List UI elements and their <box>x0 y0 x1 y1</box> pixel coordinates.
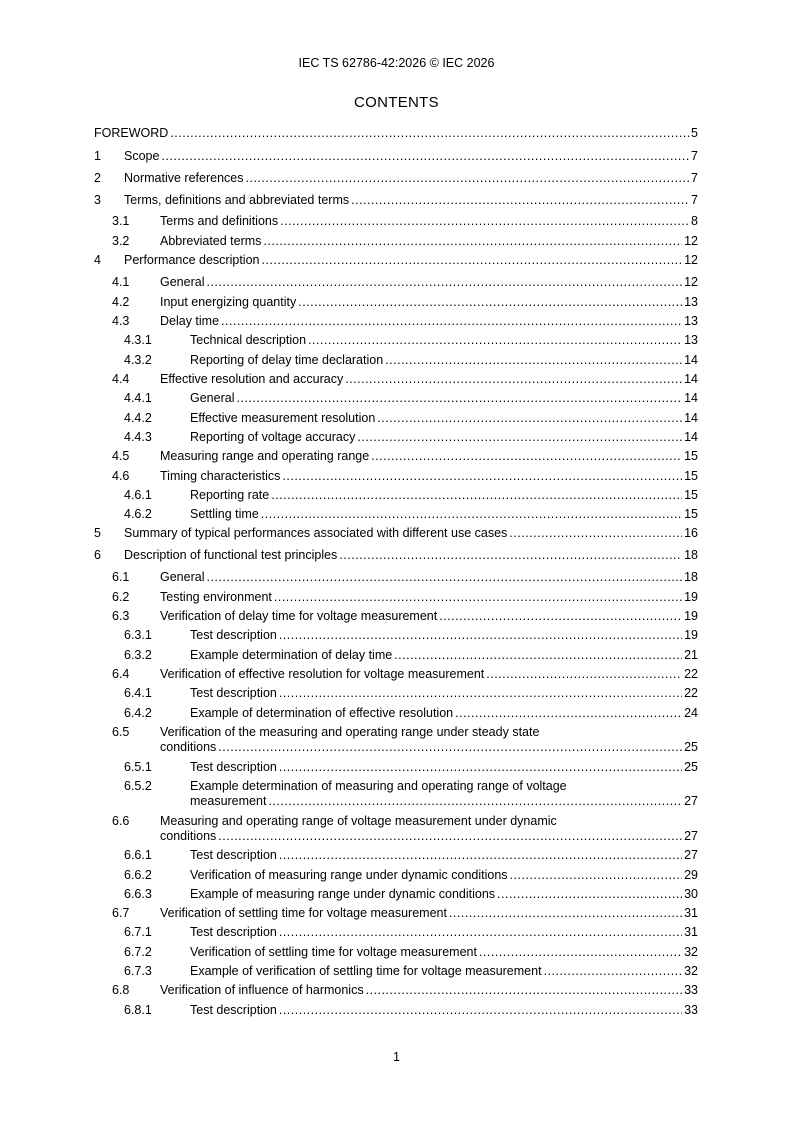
toc-dot-leader <box>279 1003 682 1018</box>
toc-entry[interactable] <box>94 814 698 844</box>
toc-dot-leader <box>339 548 682 563</box>
toc-entry-page: 31 <box>684 906 698 920</box>
toc-entry[interactable] <box>94 411 698 426</box>
toc-entry-number: 6.7.1 <box>124 925 152 939</box>
toc-entry-page: 19 <box>684 590 698 604</box>
toc-entry-page: 18 <box>684 570 698 584</box>
toc-entry-number: 4.3 <box>112 314 130 328</box>
toc-dot-leader <box>279 686 682 701</box>
toc-dot-leader <box>236 391 682 406</box>
toc-entry-title: Example determination of delay time <box>190 648 393 662</box>
toc-dot-leader <box>366 983 683 998</box>
toc-entry[interactable] <box>94 449 698 464</box>
toc-dot-leader <box>221 314 682 329</box>
toc-entry-title: Test description <box>190 686 277 700</box>
toc-entry-page: 19 <box>684 628 698 642</box>
toc-entry[interactable] <box>94 628 698 643</box>
toc-entry-number: 6.3 <box>112 609 130 623</box>
toc-entry-page: 25 <box>684 740 698 754</box>
toc-entry-title: Timing characteristics <box>160 469 281 483</box>
toc-entry-title: Test description <box>190 1003 277 1017</box>
toc-entry-page: 27 <box>684 848 698 862</box>
toc-dot-leader <box>280 214 689 229</box>
toc-entry-page: 19 <box>684 609 698 623</box>
toc-entry-title: Example of verification of settling time for voltage measurement <box>190 964 542 978</box>
toc-entry-title: Measuring range and operating range <box>160 449 370 463</box>
toc-entry-title: General <box>160 570 205 584</box>
toc-entry[interactable] <box>94 667 698 682</box>
toc-entry-number: 6.8.1 <box>124 1003 152 1017</box>
toc-entry-title: measurement <box>190 794 267 808</box>
toc-entry-number: 6.5 <box>112 725 130 739</box>
toc-entry[interactable] <box>94 686 698 701</box>
toc-entry[interactable] <box>94 964 698 979</box>
toc-dot-leader <box>274 590 682 605</box>
toc-entry-title: Performance description <box>124 253 260 267</box>
toc-entry-page: 12 <box>684 275 698 289</box>
toc-entry-number: 6.6.1 <box>124 848 152 862</box>
toc-entry[interactable] <box>94 609 698 624</box>
toc-entry-title: Example of measuring range under dynamic conditions <box>190 887 496 901</box>
toc-entry-number: 6.5.1 <box>124 760 152 774</box>
toc-entry[interactable] <box>94 706 698 721</box>
toc-entry-title: Terms and definitions <box>160 214 279 228</box>
toc-entry-page: 22 <box>684 686 698 700</box>
toc-entry-number: 4.4.1 <box>124 391 152 405</box>
toc-entry-number: 4.2 <box>112 295 130 309</box>
toc-entry[interactable] <box>94 526 698 541</box>
toc-entry-number: 6.7.3 <box>124 964 152 978</box>
toc-dot-leader <box>439 609 682 624</box>
toc-dot-leader <box>509 526 682 541</box>
toc-dot-leader <box>394 648 682 663</box>
toc-entry-page: 15 <box>684 469 698 483</box>
toc-entry-title: Testing environment <box>160 590 272 604</box>
toc-entry[interactable] <box>94 648 698 663</box>
toc-entry[interactable] <box>94 214 698 229</box>
page-number: 1 <box>393 1050 400 1064</box>
toc-entry-number: 4.5 <box>112 449 130 463</box>
toc-entry[interactable] <box>94 507 698 522</box>
toc-entry-number: 5 <box>94 526 101 540</box>
toc-dot-leader <box>479 945 682 960</box>
toc-entry[interactable] <box>94 725 698 755</box>
toc-entry-number: 4.1 <box>112 275 130 289</box>
toc-entry-title-line: Verification of the measuring and operating range under steady state <box>160 725 540 739</box>
toc-entry-title: Test description <box>190 628 277 642</box>
toc-dot-leader <box>298 295 682 310</box>
toc-entry-page: 24 <box>684 706 698 720</box>
toc-entry-title: conditions <box>160 740 217 754</box>
toc-entry-number: 6.3.2 <box>124 648 152 662</box>
toc-dot-leader <box>282 469 682 484</box>
toc-entry-title-line: Example determination of measuring and operating range of voltage <box>190 779 567 793</box>
toc-entry-title: General <box>190 391 235 405</box>
toc-dot-leader <box>161 149 689 164</box>
toc-entry-number: 2 <box>94 171 101 185</box>
toc-entry-page: 15 <box>684 488 698 502</box>
toc-dot-leader <box>357 430 682 445</box>
toc-entry-number: 4.6 <box>112 469 130 483</box>
toc-entry-number: 6.3.1 <box>124 628 152 642</box>
toc-entry[interactable] <box>94 983 698 998</box>
toc-dot-leader <box>455 706 682 721</box>
toc-entry-page: 15 <box>684 507 698 521</box>
toc-dot-leader <box>279 925 682 940</box>
toc-entry-title: Abbreviated terms <box>160 234 262 248</box>
toc-entry[interactable] <box>94 149 698 164</box>
toc-entry-page: 13 <box>684 314 698 328</box>
toc-dot-leader <box>279 760 682 775</box>
toc-entry-page: 7 <box>691 149 698 163</box>
toc-dot-leader <box>377 411 682 426</box>
toc-entry-title: Test description <box>190 848 277 862</box>
toc-entry-number: 6.6 <box>112 814 130 828</box>
toc-entry[interactable] <box>94 469 698 484</box>
toc-entry-title-line: Measuring and operating range of voltage measurement under dynamic <box>160 814 557 828</box>
toc-entry[interactable] <box>94 234 698 249</box>
toc-entry-page: 25 <box>684 760 698 774</box>
toc-entry-title: Test description <box>190 760 277 774</box>
toc-entry-number: 4.4.3 <box>124 430 152 444</box>
toc-entry-title: Summary of typical performances associated with different use cases <box>124 526 508 540</box>
toc-entry-title: Terms, definitions and abbreviated terms <box>124 193 350 207</box>
toc-entry-page: 8 <box>691 214 698 228</box>
toc-entry-title: conditions <box>160 829 217 843</box>
toc-entry[interactable] <box>94 848 698 863</box>
toc-entry[interactable] <box>94 548 698 563</box>
toc-entry-number: 6.4.2 <box>124 706 152 720</box>
toc-entry-number: 4.3.1 <box>124 333 152 347</box>
toc-entry-number: 6.7.2 <box>124 945 152 959</box>
toc-entry-number: 6.1 <box>112 570 130 584</box>
toc-entry-number: 6.4 <box>112 667 130 681</box>
toc-entry-title: Effective measurement resolution <box>190 411 376 425</box>
toc-entry-page: 14 <box>684 353 698 367</box>
toc-entry[interactable] <box>94 171 698 186</box>
toc-entry[interactable] <box>94 391 698 406</box>
toc-dot-leader <box>268 794 682 809</box>
toc-dot-leader <box>246 171 690 186</box>
toc-entry-number: 3.1 <box>112 214 130 228</box>
toc-dot-leader <box>544 964 683 979</box>
toc-entry[interactable] <box>94 333 698 348</box>
toc-entry[interactable] <box>94 590 698 605</box>
toc-dot-leader <box>351 193 689 208</box>
toc-dot-leader <box>271 488 682 503</box>
toc-entry-title: Verification of delay time for voltage measurement <box>160 609 438 623</box>
toc-entry-page: 13 <box>684 333 698 347</box>
toc-dot-leader <box>279 628 682 643</box>
toc-entry-title: Normative references <box>124 171 244 185</box>
toc-entry-page: 12 <box>684 234 698 248</box>
toc-entry[interactable] <box>94 126 698 141</box>
toc-entry-title: Settling time <box>190 507 259 521</box>
toc-entry[interactable] <box>94 887 698 902</box>
toc-entry[interactable] <box>94 353 698 368</box>
toc-entry-number: 6.4.1 <box>124 686 152 700</box>
toc-entry-title: Reporting rate <box>190 488 270 502</box>
toc-entry-number: 6.5.2 <box>124 779 152 793</box>
toc-entry-page: 18 <box>684 548 698 562</box>
toc-entry-title: FOREWORD <box>94 126 169 140</box>
toc-dot-leader <box>449 906 682 921</box>
toc-entry-title: Verification of settling time for voltage measurement <box>160 906 447 920</box>
toc-entry-number: 6 <box>94 548 101 562</box>
toc-entry[interactable] <box>94 314 698 329</box>
toc-dot-leader <box>263 234 682 249</box>
toc-entry-title: Verification of effective resolution for voltage measurement <box>160 667 485 681</box>
toc-entry-title: Input energizing quantity <box>160 295 297 309</box>
toc-entry-number: 3.2 <box>112 234 130 248</box>
toc-entry[interactable] <box>94 779 698 809</box>
toc-entry-page: 22 <box>684 667 698 681</box>
toc-entry[interactable] <box>94 925 698 940</box>
toc-entry-page: 30 <box>684 887 698 901</box>
toc-entry-title: Verification of measuring range under dynamic conditions <box>190 868 508 882</box>
toc-entry[interactable] <box>94 253 698 268</box>
toc-entry-page: 14 <box>684 372 698 386</box>
toc-entry-page: 33 <box>684 983 698 997</box>
page-title: CONTENTS <box>354 94 439 111</box>
toc-entry-page: 5 <box>691 126 698 140</box>
toc-dot-leader <box>371 449 682 464</box>
toc-dot-leader <box>218 740 682 755</box>
toc-entry-page: 7 <box>691 171 698 185</box>
toc-entry-title: Test description <box>190 925 277 939</box>
toc-entry[interactable] <box>94 760 698 775</box>
toc-entry-page: 31 <box>684 925 698 939</box>
toc-entry[interactable] <box>94 193 698 208</box>
toc-dot-leader <box>308 333 682 348</box>
toc-entry[interactable] <box>94 570 698 585</box>
toc-entry-title: Technical description <box>190 333 307 347</box>
toc-entry-number: 4.3.2 <box>124 353 152 367</box>
toc-entry-page: 32 <box>684 964 698 978</box>
toc-entry-number: 3 <box>94 193 101 207</box>
toc-dot-leader <box>170 126 689 141</box>
toc-entry-number: 6.6.3 <box>124 887 152 901</box>
toc-entry-title: Reporting of delay time declaration <box>190 353 384 367</box>
toc-entry[interactable] <box>94 488 698 503</box>
toc-entry[interactable] <box>94 945 698 960</box>
toc-entry[interactable] <box>94 1003 698 1018</box>
toc-entry-number: 6.2 <box>112 590 130 604</box>
toc-entry-page: 15 <box>684 449 698 463</box>
toc-entry[interactable] <box>94 868 698 883</box>
toc-dot-leader <box>510 868 683 883</box>
toc-entry-number: 6.6.2 <box>124 868 152 882</box>
toc-entry-page: 12 <box>684 253 698 267</box>
toc-dot-leader <box>218 829 682 844</box>
toc-entry-page: 21 <box>684 648 698 662</box>
toc-entry-page: 29 <box>684 868 698 882</box>
toc-entry-title: Verification of settling time for voltage measurement <box>190 945 477 959</box>
document-header: IEC TS 62786-42:2026 © IEC 2026 <box>298 56 495 70</box>
toc-entry-number: 1 <box>94 149 101 163</box>
toc-entry-number: 4.6.1 <box>124 488 152 502</box>
toc-entry-number: 4 <box>94 253 101 267</box>
toc-entry-number: 4.4.2 <box>124 411 152 425</box>
toc-entry-page: 27 <box>684 794 698 808</box>
toc-entry-title: Example of determination of effective resolution <box>190 706 454 720</box>
toc-entry-page: 14 <box>684 391 698 405</box>
toc-entry-title: General <box>160 275 205 289</box>
toc-dot-leader <box>261 253 682 268</box>
toc-entry-number: 6.8 <box>112 983 130 997</box>
toc-entry-page: 13 <box>684 295 698 309</box>
toc-entry-page: 33 <box>684 1003 698 1017</box>
toc-entry-title: Reporting of voltage accuracy <box>190 430 356 444</box>
toc-dot-leader <box>486 667 682 682</box>
toc-entry-page: 14 <box>684 411 698 425</box>
toc-entry[interactable] <box>94 295 698 310</box>
toc-entry-title: Description of functional test principles <box>124 548 338 562</box>
toc-dot-leader <box>279 848 682 863</box>
toc-entry-title: Delay time <box>160 314 220 328</box>
toc-entry[interactable] <box>94 430 698 445</box>
toc-entry[interactable] <box>94 275 698 290</box>
toc-dot-leader <box>206 275 682 290</box>
toc-entry-title: Verification of influence of harmonics <box>160 983 364 997</box>
toc-entry-page: 27 <box>684 829 698 843</box>
toc-dot-leader <box>261 507 682 522</box>
toc-dot-leader <box>385 353 682 368</box>
toc-entry-page: 16 <box>684 526 698 540</box>
toc-entry-page: 32 <box>684 945 698 959</box>
toc-entry[interactable] <box>94 372 698 387</box>
toc-dot-leader <box>206 570 682 585</box>
toc-entry-title: Scope <box>124 149 160 163</box>
toc-entry-page: 7 <box>691 193 698 207</box>
toc-dot-leader <box>345 372 682 387</box>
toc-entry-page: 14 <box>684 430 698 444</box>
toc-entry-title: Effective resolution and accuracy <box>160 372 344 386</box>
toc-dot-leader <box>497 887 682 902</box>
toc-entry[interactable] <box>94 906 698 921</box>
toc-entry-number: 6.7 <box>112 906 130 920</box>
toc-entry-number: 4.4 <box>112 372 130 386</box>
toc-entry-number: 4.6.2 <box>124 507 152 521</box>
